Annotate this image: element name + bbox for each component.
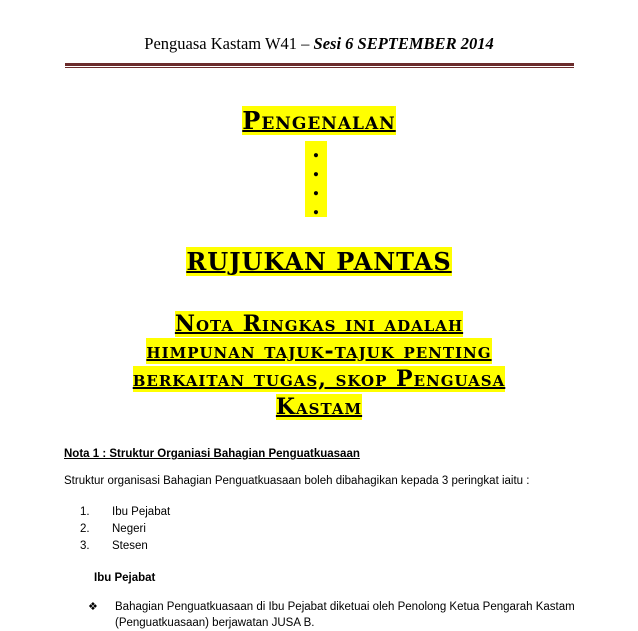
nota-text: himpunan tajuk-tajuk penting bbox=[146, 338, 492, 364]
nota-text: berkaitan tugas, skop Penguasa bbox=[132, 366, 506, 392]
nota-text: Nota Ringkas ini adalah bbox=[174, 311, 464, 337]
header-session: Sesi 6 SEPTEMBER 2014 bbox=[313, 34, 494, 53]
rujukan-heading: RUJUKAN PANTAS bbox=[186, 247, 452, 276]
bullet-line: Bahagian Penguatkuasaan di Ibu Pejabat diketuai oleh Penolong Ketua Pengarah Kastam bbox=[115, 601, 575, 613]
header-rule bbox=[65, 63, 574, 66]
nota-text: Kastam bbox=[275, 394, 363, 420]
list-label: Negeri bbox=[112, 523, 146, 535]
diamond-bullet-icon: ❖ bbox=[88, 601, 98, 613]
list-number: 1. bbox=[80, 506, 90, 518]
list-item bbox=[80, 538, 170, 555]
bullet-text bbox=[115, 599, 575, 631]
section-heading: Nota 1 : Struktur Organiasi Bahagian Penguatkuasaan bbox=[64, 448, 360, 460]
list-number: 2. bbox=[80, 523, 90, 535]
nota-line-1 bbox=[0, 311, 638, 337]
levels-list bbox=[80, 504, 170, 555]
page-title: Pengenalan bbox=[242, 106, 396, 135]
dot: . bbox=[312, 194, 320, 220]
intro-paragraph: Struktur organisasi Bahagian Penguatkuasaan boleh dibahagikan kepada 3 peringkat iaitu : bbox=[64, 475, 530, 487]
list-label: Stesen bbox=[112, 540, 148, 552]
bullet-item bbox=[88, 599, 575, 631]
list-label: Ibu Pejabat bbox=[112, 506, 171, 518]
rujukan-block bbox=[0, 248, 638, 276]
nota-line-4 bbox=[0, 394, 638, 420]
bullet-line: (Penguatkuasaan) berjawatan JUSA B. bbox=[115, 617, 315, 629]
dots-block bbox=[305, 137, 327, 220]
list-item bbox=[80, 504, 170, 521]
subheading-ibu-pejabat: Ibu Pejabat bbox=[94, 572, 156, 584]
header-rule-thin bbox=[65, 67, 574, 68]
title-block bbox=[0, 107, 638, 136]
dot: . bbox=[312, 175, 320, 201]
list-number: 3. bbox=[80, 540, 90, 552]
page-header bbox=[0, 34, 638, 54]
header-prefix: Penguasa Kastam W41 – bbox=[144, 34, 310, 53]
nota-line-2 bbox=[0, 338, 638, 364]
dot: . bbox=[312, 137, 320, 163]
list-item bbox=[80, 521, 170, 538]
nota-line-3 bbox=[0, 366, 638, 392]
dot: . bbox=[312, 156, 320, 182]
